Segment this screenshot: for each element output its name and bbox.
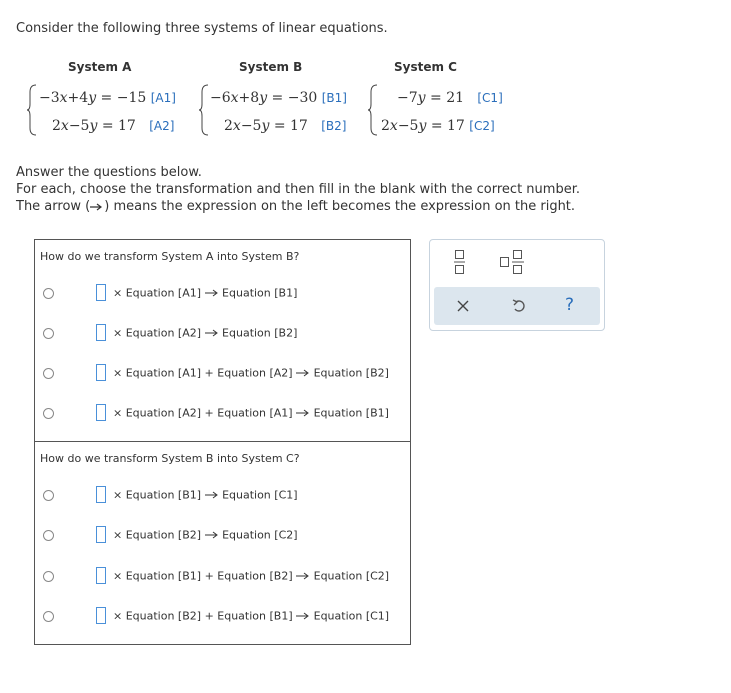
- mixed-number-icon[interactable]: [499, 249, 525, 275]
- question-1-prompt: How do we transform System A into System B?: [40, 250, 300, 263]
- intro-text: Consider the following three systems of linear equations.: [16, 21, 388, 36]
- option-text: × Equation [A2] + Equation [A1] Equation [B1]: [113, 406, 389, 420]
- question-2-panel: [34, 441, 411, 645]
- equation-b1: −6x+8y = −30 [B1]: [210, 90, 347, 106]
- arrow-icon: [205, 289, 219, 297]
- question-2-option-4[interactable]: [35, 607, 410, 627]
- equation-tag: [C1]: [477, 91, 503, 105]
- number-blank-input[interactable]: [96, 364, 106, 381]
- question-1-option-4[interactable]: [35, 404, 410, 424]
- undo-icon[interactable]: [512, 299, 526, 313]
- math-toolbar: [429, 239, 605, 331]
- instructions-line-3: The arrow ( ) means the expression on the left becomes the expression on the right.: [16, 199, 576, 214]
- system-b-title: System B: [239, 60, 303, 74]
- system-c-title: System C: [394, 60, 457, 74]
- instructions-line-1: Answer the questions below.: [16, 165, 202, 180]
- equation-tag: [A2]: [149, 119, 175, 133]
- question-2-option-1[interactable]: [35, 486, 410, 506]
- radio-button[interactable]: [43, 288, 54, 299]
- radio-button[interactable]: [43, 328, 54, 339]
- system-a-title: System A: [68, 60, 132, 74]
- instructions-line-2: For each, choose the transformation and then fill in the blank with the correct number.: [16, 182, 580, 197]
- option-text: × Equation [A2] Equation [B2]: [113, 326, 298, 340]
- radio-button[interactable]: [43, 368, 54, 379]
- option-text: × Equation [A1] Equation [B1]: [113, 286, 298, 300]
- arrow-icon: [296, 612, 310, 620]
- radio-button[interactable]: [43, 530, 54, 541]
- equation-tag: [B1]: [321, 91, 347, 105]
- option-text: × Equation [A1] + Equation [A2] Equation [B2]: [113, 366, 389, 380]
- question-2-option-2[interactable]: [35, 526, 410, 546]
- question-1-option-1[interactable]: [35, 284, 410, 304]
- number-blank-input[interactable]: [96, 284, 106, 301]
- equation-a2: 2x−5y = 17 [A2]: [52, 118, 175, 134]
- option-text: × Equation [B1] + Equation [B2] Equation [C2]: [113, 569, 390, 583]
- option-text: × Equation [B2] + Equation [B1] Equation [C1]: [113, 609, 390, 623]
- question-2-prompt: How do we transform System B into System C?: [40, 452, 300, 465]
- number-blank-input[interactable]: [96, 404, 106, 421]
- instructions: [16, 164, 580, 215]
- equation-tag: [C2]: [469, 119, 495, 133]
- equation-tag: [A1]: [150, 91, 176, 105]
- option-text: × Equation [B2] Equation [C2]: [113, 528, 298, 542]
- arrow-icon: [205, 491, 219, 499]
- equation-tag: [B2]: [321, 119, 347, 133]
- system-b-brace: [198, 84, 210, 136]
- toolbar-actions: [434, 287, 600, 325]
- option-text: × Equation [B1] Equation [C1]: [113, 488, 298, 502]
- arrow-icon: [296, 572, 310, 580]
- radio-button[interactable]: [43, 571, 54, 582]
- equation-c2: 2x−5y = 17 [C2]: [381, 118, 495, 134]
- equation-a1: −3x+4y = −15 [A1]: [39, 90, 176, 106]
- number-blank-input[interactable]: [96, 567, 106, 584]
- question-1-option-2[interactable]: [35, 324, 410, 344]
- arrow-icon: [205, 329, 219, 337]
- arrow-icon: [205, 531, 219, 539]
- radio-button[interactable]: [43, 408, 54, 419]
- number-blank-input[interactable]: [96, 526, 106, 543]
- number-blank-input[interactable]: [96, 607, 106, 624]
- question-1-panel: [34, 239, 411, 442]
- equation-c1: −7y = 21 [C1]: [397, 90, 503, 106]
- number-blank-input[interactable]: [96, 324, 106, 341]
- arrow-icon: [296, 409, 310, 417]
- fraction-icon[interactable]: [454, 249, 466, 275]
- number-blank-input[interactable]: [96, 486, 106, 503]
- question-1-option-3[interactable]: [35, 364, 410, 384]
- radio-button[interactable]: [43, 490, 54, 501]
- arrow-icon: [90, 203, 104, 211]
- equation-b2: 2x−5y = 17 [B2]: [224, 118, 347, 134]
- system-a-brace: [26, 84, 38, 136]
- help-icon[interactable]: ?: [565, 295, 575, 315]
- arrow-icon: [296, 369, 310, 377]
- radio-button[interactable]: [43, 611, 54, 622]
- system-c-brace: [367, 84, 379, 136]
- clear-icon[interactable]: [457, 300, 469, 312]
- question-2-option-3[interactable]: [35, 567, 410, 587]
